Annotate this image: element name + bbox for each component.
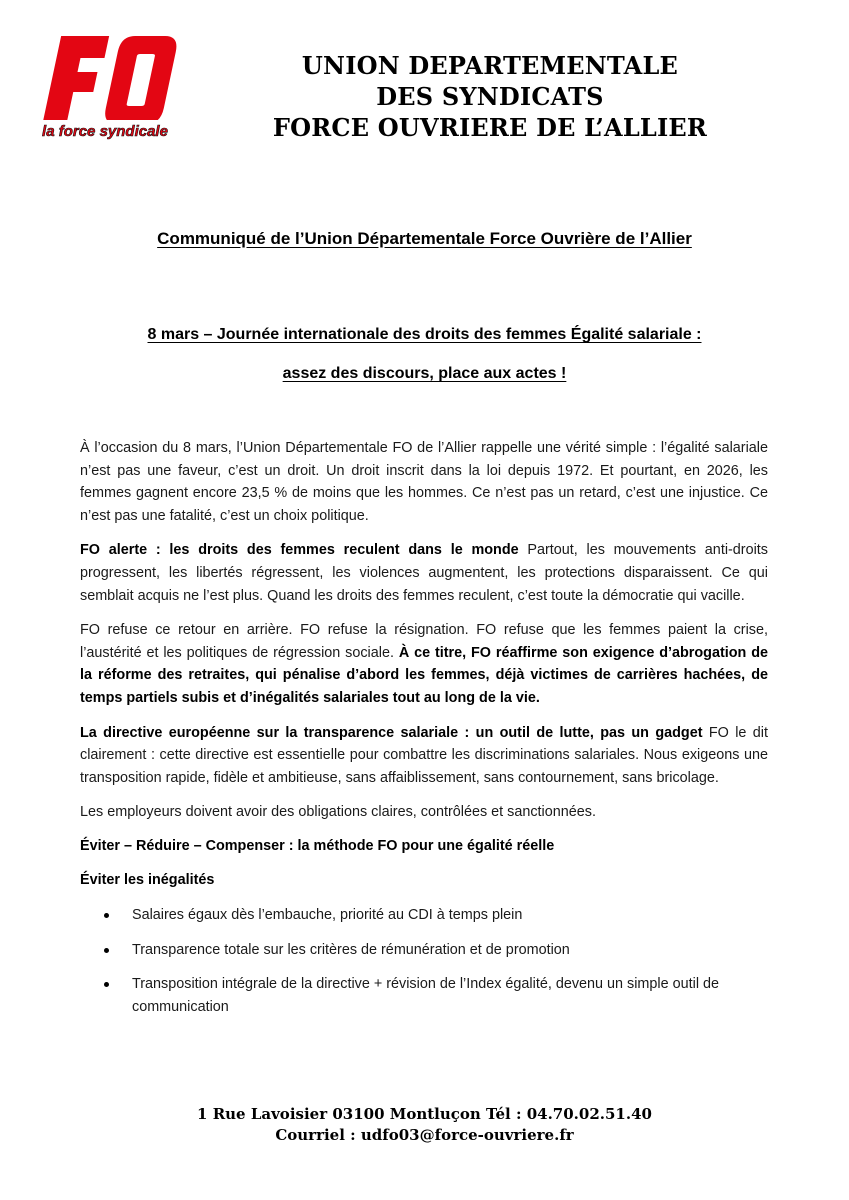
paragraph-refusal xyxy=(80,619,768,709)
paragraph-refusal-text: FO refuse ce retour en arrière. FO refuse la résignation. FO refuse que les femmes paient la crise, l’austérité et les politiques de régression sociale. xyxy=(80,622,768,661)
avoid-heading: Éviter les inégalités xyxy=(80,871,215,888)
paragraph-alert xyxy=(80,539,768,607)
bullet-icon xyxy=(104,982,109,987)
fo-logo xyxy=(34,32,178,144)
logo-tagline: la force syndicale xyxy=(42,123,168,140)
method-heading: Éviter – Réduire – Compenser : la méthode FO pour une égalité réelle xyxy=(80,837,555,854)
paragraph-refusal-emphasis: À ce titre, FO réaffirme son exigence d’abrogation de la réforme des retraites, qui pénalise d’abord les femmes, déjà victimes de carrières hachées, de temps partiels subis et d’inégalités salariales tout au long de la vie. xyxy=(80,644,768,706)
communique-body xyxy=(80,437,768,1030)
organization-title-line-2: DES SYNDICATS xyxy=(376,82,604,111)
headline-line-1: 8 mars – Journée internationale des droits des femmes Égalité salariale : xyxy=(147,326,702,343)
list-item-text: Salaires égaux dès l’embauche, priorité au CDI à temps plein xyxy=(132,907,523,924)
bullet-icon xyxy=(104,913,109,918)
list-item xyxy=(80,973,768,1018)
paragraph-directive xyxy=(80,722,768,790)
footer-contact xyxy=(0,1104,849,1146)
footer-email: Courriel : udfo03@force-ouvriere.fr xyxy=(275,1126,574,1144)
footer-address: 1 Rue Lavoisier 03100 Montluçon Tél : 04.70.02.51.40 xyxy=(197,1105,652,1123)
organization-title-line-3: FORCE OUVRIERE DE L’ALLIER xyxy=(272,113,708,142)
paragraph-alert-heading: FO alerte : les droits des femmes reculent dans le monde xyxy=(80,542,519,559)
organization-title xyxy=(220,50,760,143)
headline-line-2: assez des discours, place aux actes ! xyxy=(282,365,567,382)
paragraph-alert-text: Partout, les mouvements anti-droits progressent, les libertés régressent, les violences augmentent, les protections disparaissent. Ce qui semblait acquis ne l’est plus. Quand les droits des femmes reculent, c’est toute la démocratie qui vacille. xyxy=(80,542,768,604)
bullet-icon xyxy=(104,948,109,953)
paragraph-directive-text: FO le dit clairement : cette directive est essentielle pour combattre les discriminations salariales. Nous exigeons une transposition rapide, fidèle et ambitieuse, sans affaiblissement, sans contournement, sans bricolage. xyxy=(80,724,768,786)
paragraph-intro: À l’occasion du 8 mars, l’Union Départementale FO de l’Allier rappelle une vérité simple : l’égalité salariale n’est pas une faveur, c’est un droit. Un droit inscrit dans la loi depuis 1972. Et pourtant, en 2026, les femmes gagnent encore 23,5 % de moins que les hommes. Ce n’est pas un retard, c’est une injustice. Ce n’est pas une fatalité, c’est un choix politique. xyxy=(80,440,768,524)
list-item xyxy=(80,939,768,962)
avoid-list xyxy=(80,904,768,1018)
fo-logo-graphic xyxy=(34,32,178,144)
list-item-text: Transparence totale sur les critères de rémunération et de promotion xyxy=(132,941,570,958)
list-item-text: Transposition intégrale de la directive + révision de l’Index égalité, devenu un simple outil de communication xyxy=(132,976,720,1015)
paragraph-employers: Les employeurs doivent avoir des obligations claires, contrôlées et sanctionnées. xyxy=(80,804,596,821)
communique-title: Communiqué de l’Union Départementale Force Ouvrière de l’Allier xyxy=(157,229,692,248)
paragraph-directive-heading: La directive européenne sur la transparence salariale : un outil de lutte, pas un gadget xyxy=(80,724,703,741)
organization-title-line-1: UNION DEPARTEMENTALE xyxy=(301,51,679,80)
list-item xyxy=(80,904,768,927)
